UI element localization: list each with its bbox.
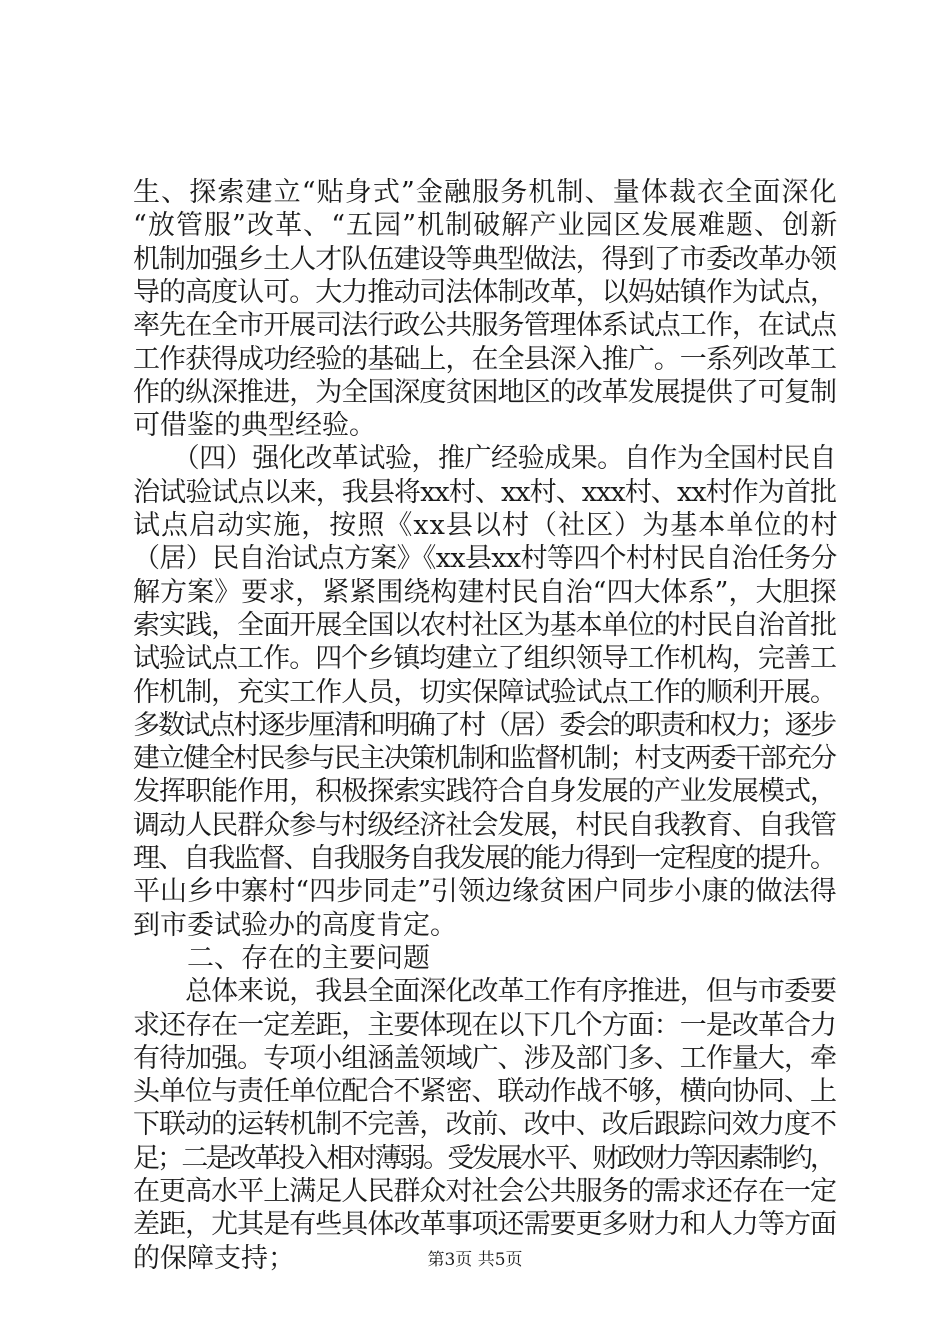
text-line: 头单位与责任单位配合不紧密、联动作战不够，横向协同、上 <box>133 1076 837 1108</box>
text-line: 率先在全市开展司法行政公共服务管理体系试点工作，在试点 <box>133 310 837 342</box>
text-line: 可借鉴的典型经验。 <box>133 410 376 442</box>
text-line: 求还存在一定差距，主要体现在以下几个方面：一是改革合力 <box>133 1009 837 1041</box>
text-line: 试验试点工作。四个乡镇均建立了组织领导工作机构，完善工 <box>133 643 837 675</box>
text-line: （居）民自治试点方案》《xx县xx村等四个村村民自治任务分 <box>133 543 837 575</box>
text-line: 调动人民群众参与村级经济社会发展，村民自我教育、自我管 <box>133 809 837 841</box>
text-line: 二、存在的主要问题 <box>133 942 430 974</box>
text-line: 在更高水平上满足人民群众对社会公共服务的需求还存在一定 <box>133 1176 837 1207</box>
text-line: 到市委试验办的高度肯定。 <box>133 909 457 941</box>
text-line: 平山乡中寨村“四步同走”引领边缘贫困户同步小康的做法得 <box>133 876 837 908</box>
text-line: 的保障支持； <box>133 1242 295 1274</box>
text-line: 有待加强。专项小组涵盖领域广、涉及部门多、工作量大，牵 <box>133 1042 837 1074</box>
text-line: “放管服”改革、“五园”机制破解产业园区发展难题、创新 <box>133 210 839 242</box>
text-line: 治试验试点以来，我县将xx村、xx村、xxx村、xx村作为首批 <box>133 476 837 508</box>
text-line: 作的纵深推进，为全国深度贫困地区的改革发展提供了可复制 <box>133 376 837 408</box>
text-line: 总体来说，我县全面深化改革工作有序推进，但与市委要 <box>133 976 837 1008</box>
text-line: 生、探索建立“贴身式”金融服务机制、量体裁衣全面深化 <box>133 177 838 208</box>
text-line: 下联动的运转机制不完善，改前、改中、改后跟踪问效力度不 <box>133 1109 837 1141</box>
text-line: 建立健全村民参与民主决策机制和监督机制；村支两委干部充分 <box>133 743 836 775</box>
text-line: 索实践，全面开展全国以农村社区为基本单位的村民自治首批 <box>133 609 837 641</box>
text-line: 试点启动实施，按照《xx县以村（社区）为基本单位的村 <box>133 510 839 541</box>
page-footer: 第3页 共5页 <box>427 1250 523 1270</box>
text-line: （四）强化改革试验，推广经验成果。自作为全国村民自 <box>133 443 837 475</box>
text-line: 差距，尤其是有些具体改革事项还需要更多财力和人力等方面 <box>133 1209 837 1241</box>
text-line: 工作获得成功经验的基础上，在全县深入推广。一系列改革工 <box>133 343 837 375</box>
text-line: 发挥职能作用，积极探索实践符合自身发展的产业发展模式， <box>133 776 837 808</box>
text-line: 理、自我监督、自我服务自我发展的能力得到一定程度的提升。 <box>133 843 836 874</box>
text-line: 足；二是改革投入相对薄弱。受发展水平、财政财力等因素制约， <box>133 1142 835 1174</box>
text-line: 机制加强乡土人才队伍建设等典型做法，得到了市委改革办领 <box>133 243 837 275</box>
text-line: 解方案》要求，紧紧围绕构建村民自治“四大体系”，大胆探 <box>133 576 837 608</box>
text-line: 导的高度认可。大力推动司法体制改革，以妈姑镇作为试点， <box>133 276 837 308</box>
text-line: 多数试点村逐步厘清和明确了村（居）委会的职责和权力；逐步 <box>133 709 836 741</box>
text-line: 作机制，充实工作人员，切实保障试验试点工作的顺利开展。 <box>133 676 837 708</box>
